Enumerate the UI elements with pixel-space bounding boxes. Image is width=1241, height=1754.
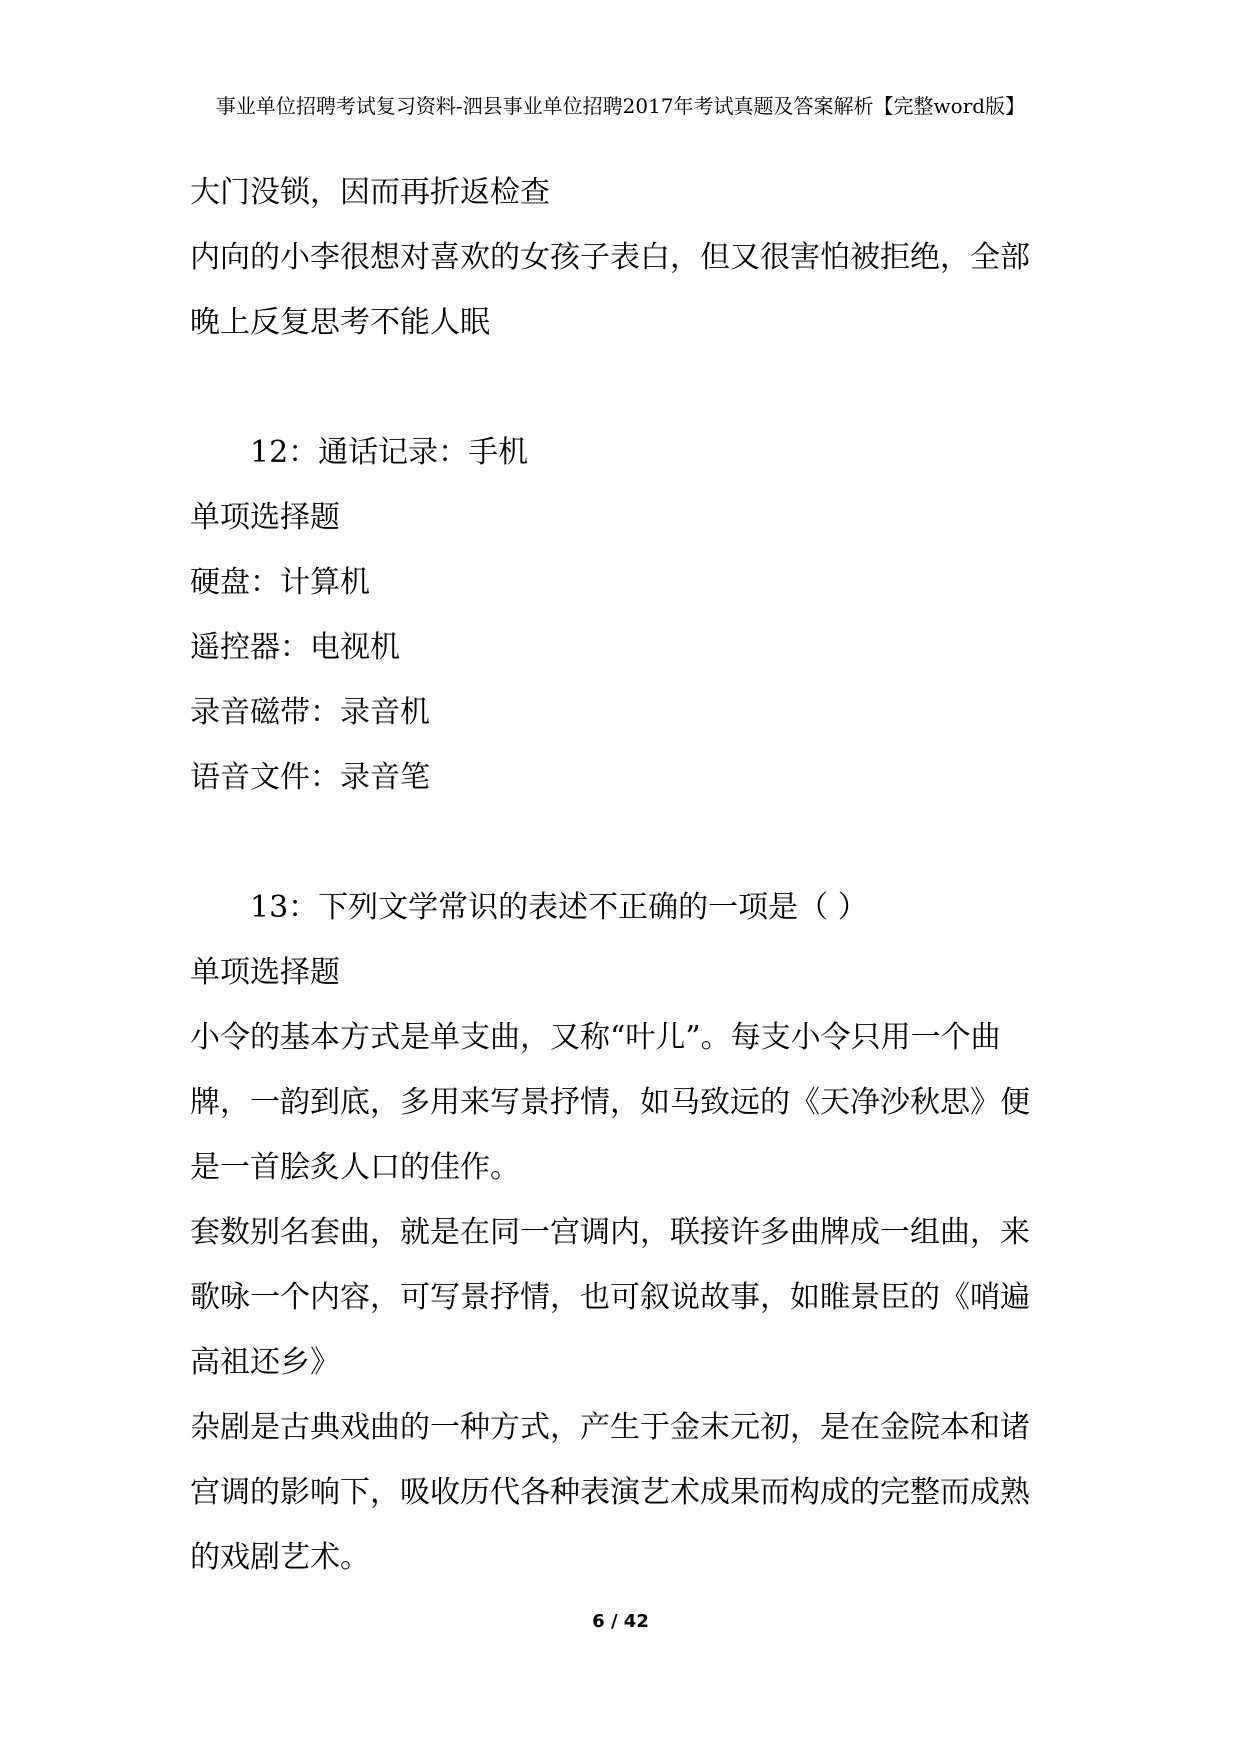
question-12-option-c: 录音磁带：录音机 xyxy=(190,695,430,730)
question-12-title: 12：通话记录：手机 xyxy=(250,435,529,470)
prev-question-option-d-line1: 内向的小李很想对喜欢的女孩子表白，但又很害怕被拒绝，全部 xyxy=(190,240,1030,275)
question-13-type: 单项选择题 xyxy=(190,955,340,990)
option-text-line: 是一首脍炙人口的佳作。 xyxy=(190,1150,520,1185)
option-text-line: 歌咏一个内容，可写景抒情，也可叙说故事，如睢景臣的《哨遍 xyxy=(190,1280,1030,1315)
option-text-line: 小令的基本方式是单支曲，又称“叶儿”。每支小令只用一个曲 xyxy=(190,1020,1001,1055)
option-text-line: 牌，一韵到底，多用来写景抒情，如马致远的《天净沙秋思》便 xyxy=(190,1085,1030,1120)
option-text-line: 高祖还乡》 xyxy=(190,1345,340,1380)
question-12-option-b: 遥控器：电视机 xyxy=(190,630,400,665)
question-13-option-a xyxy=(190,1005,1060,1200)
question-12-option-a: 硬盘：计算机 xyxy=(190,565,370,600)
prev-question-option-c: 大门没锁，因而再折返检查 xyxy=(190,175,550,210)
page-number: 6 / 42 xyxy=(592,1611,649,1632)
question-13-title: 13：下列文学常识的表述不正确的一项是（ ） xyxy=(250,890,868,925)
option-text-line: 的戏剧艺术。 xyxy=(190,1540,370,1575)
spacer xyxy=(190,810,1060,875)
option-text-line: 杂剧是古典戏曲的一种方式，产生于金末元初，是在金院本和诸 xyxy=(190,1410,1030,1445)
question-13-option-c xyxy=(190,1395,1060,1590)
option-text-line: 套数别名套曲，就是在同一宫调内，联接许多曲牌成一组曲，来 xyxy=(190,1215,1030,1250)
question-13-option-b xyxy=(190,1200,1060,1395)
page-header: 事业单位招聘考试复习资料-泗县事业单位招聘2017年考试真题及答案解析【完整word版】 xyxy=(215,94,1026,118)
page-content xyxy=(190,160,1060,1590)
prev-question-option-d-line2: 晚上反复思考不能人眠 xyxy=(190,305,490,340)
spacer xyxy=(190,355,1060,420)
option-text-line: 宫调的影响下，吸收历代各种表演艺术成果而构成的完整而成熟 xyxy=(190,1475,1030,1510)
question-12-type: 单项选择题 xyxy=(190,500,340,535)
question-12-option-d: 语音文件：录音笔 xyxy=(190,760,430,795)
